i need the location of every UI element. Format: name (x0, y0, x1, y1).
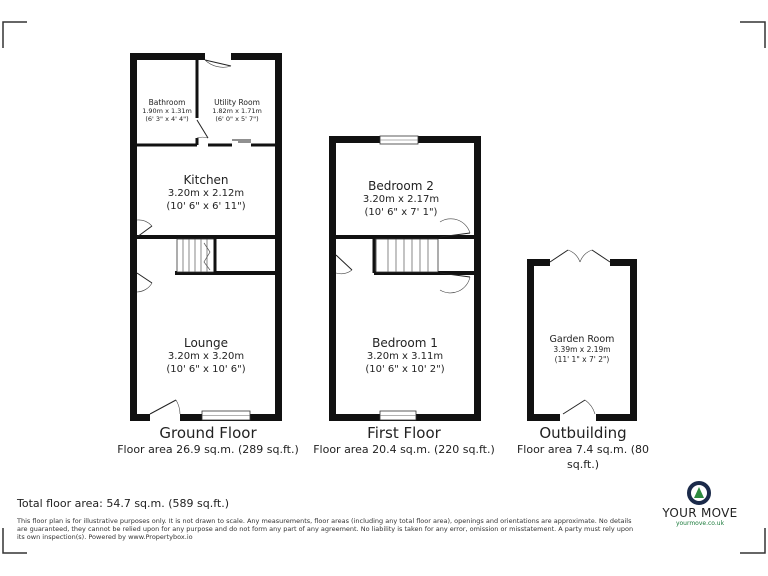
crop-mark-top-right (740, 22, 765, 48)
room-kitchen-dim-metric: 3.20m x 2.12m (167, 188, 245, 199)
room-bathroom (139, 98, 195, 123)
logo-url: yourmove.co.uk (675, 520, 725, 527)
door-landing-left (336, 255, 352, 270)
door-utility-back (205, 53, 231, 60)
first-floor-title: First Floor (367, 424, 441, 442)
outbuilding-title: Outbuilding (539, 424, 627, 442)
room-garden-room (540, 334, 624, 365)
ground-floor-title: Ground Floor (159, 424, 257, 442)
first-floor-caption (304, 424, 504, 457)
stairs-first (376, 239, 438, 272)
room-lounge (150, 336, 262, 376)
room-bedroom-1-name: Bedroom 1 (372, 336, 438, 350)
room-utility-dim-imperial: (6' 0" x 5' 7") (215, 115, 259, 123)
logo-name: YOUR MOVE (662, 506, 738, 520)
room-utility-name: Utility Room (214, 98, 260, 107)
room-garden-room-name: Garden Room (549, 334, 615, 345)
crop-mark-top-left (3, 22, 27, 48)
room-garden-room-dim-imperial: (11' 1" x 7' 2") (554, 355, 610, 364)
total-floor-area: Total floor area: 54.7 sq.m. (589 sq.ft.) (17, 497, 230, 510)
door-garden-room (560, 413, 596, 421)
room-bathroom-name: Bathroom (148, 98, 186, 107)
disclaimer: This floor plan is for illustrative purposes only. It is not drawn to scale. Any measurements, floor areas (including any total floor area), openings and orientations are approximate. No details are guaranteed, they cannot be relied upon for any purpose and do not form any part of any agreement. No liability is taken for any error, omission or misstatement. A party must rely upon its own inspection(s). Powered by www.Propertybox.io (17, 517, 634, 541)
door-front (150, 413, 180, 421)
room-bedroom-1-dim-imperial: (10' 6" x 10' 2") (365, 364, 445, 375)
outbuilding-caption (508, 424, 658, 472)
outbuilding-area-line-1: Floor area 7.4 sq.m. (80 (516, 443, 650, 456)
room-bathroom-dim-metric: 1.90m x 1.31m (142, 107, 192, 115)
room-lounge-name: Lounge (183, 336, 229, 350)
first-floor-area: Floor area 20.4 sq.m. (220 sq.ft.) (313, 443, 495, 456)
room-kitchen (150, 173, 262, 213)
room-bedroom-1 (349, 336, 461, 376)
room-utility-dim-metric: 1.82m x 1.71m (212, 107, 262, 115)
room-lounge-dim-metric: 3.20m x 3.20m (167, 351, 245, 362)
room-bedroom-2-name: Bedroom 2 (368, 179, 434, 193)
crop-marks (3, 22, 765, 553)
room-kitchen-name: Kitchen (183, 173, 229, 187)
door-lounge-left (137, 273, 152, 283)
room-bathroom-dim-imperial: (6' 3" x 4' 4") (145, 115, 189, 123)
room-utility (205, 98, 269, 123)
room-bedroom-2 (345, 179, 457, 219)
crop-mark-bottom-right (740, 528, 765, 553)
room-bedroom-1-dim-metric: 3.20m x 3.11m (366, 351, 444, 362)
room-bedroom-2-dim-imperial: (10' 6" x 7' 1") (364, 207, 438, 218)
room-kitchen-dim-imperial: (10' 6" x 6' 11") (166, 201, 246, 212)
ground-floor-caption (108, 424, 308, 457)
room-garden-room-dim-metric: 3.39m x 2.19m (553, 345, 611, 354)
outbuilding-area-line-2: sq.ft.) (567, 458, 599, 471)
ground-floor-area: Floor area 26.9 sq.m. (289 sq.ft.) (117, 443, 299, 456)
room-lounge-dim-imperial: (10' 6" x 10' 6") (166, 364, 246, 375)
your-move-logo (650, 480, 750, 527)
room-bedroom-2-dim-metric: 3.20m x 2.17m (362, 194, 440, 205)
